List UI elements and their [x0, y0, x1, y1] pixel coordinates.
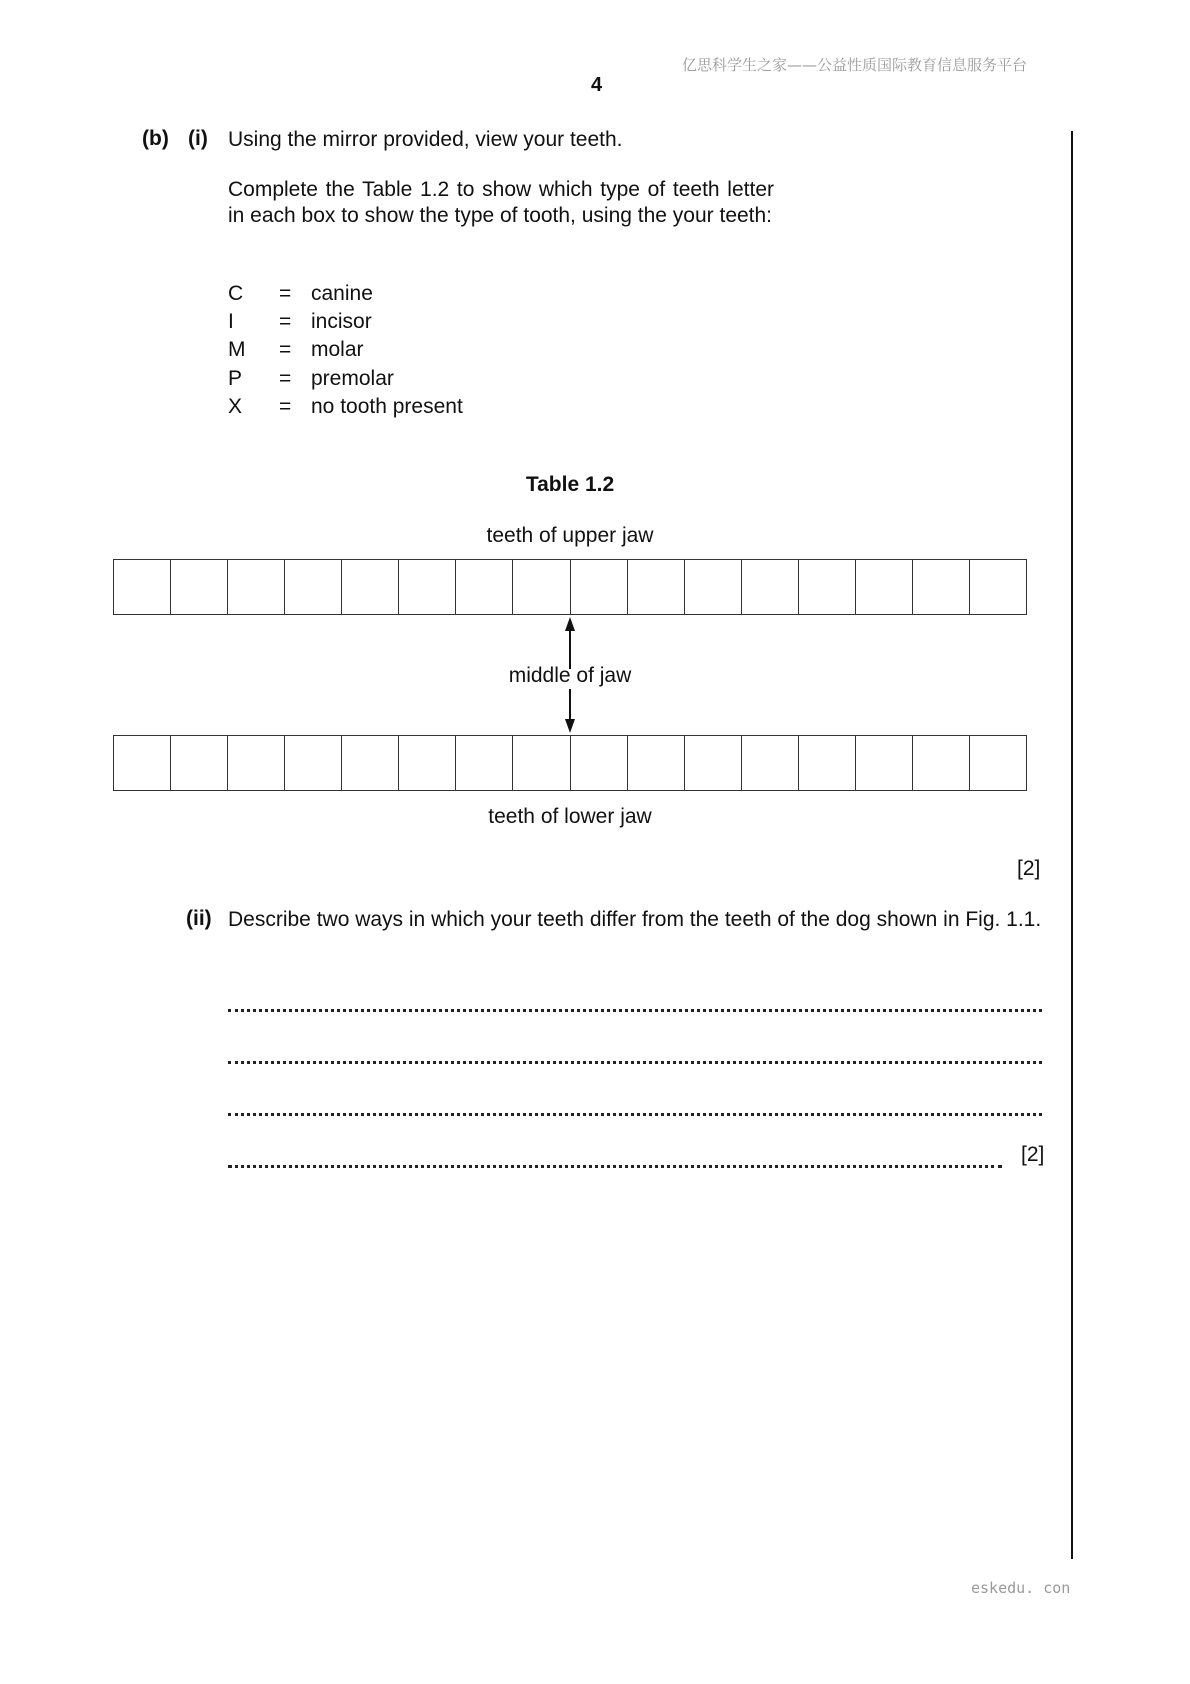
lower-jaw-row: [113, 735, 1027, 791]
answer-line-3[interactable]: [228, 1113, 1042, 1116]
lower-tooth-box[interactable]: [685, 736, 742, 790]
lower-tooth-box[interactable]: [114, 736, 171, 790]
key-equals: =: [279, 367, 292, 390]
answer-line-2[interactable]: [228, 1061, 1042, 1064]
upper-jaw-caption: teeth of upper jaw: [486, 524, 654, 547]
part-ii-text: Describe two ways in which your teeth differ from the teeth of the dog shown in Fig. 1.1.: [228, 908, 1042, 931]
key-letter: P: [228, 367, 243, 390]
part-ii-label: (ii): [186, 907, 212, 930]
lower-tooth-box[interactable]: [513, 736, 570, 790]
lower-tooth-box[interactable]: [628, 736, 685, 790]
lower-tooth-box[interactable]: [399, 736, 456, 790]
key-meaning: incisor: [311, 310, 372, 333]
question-b-label: (b): [142, 127, 169, 150]
page-number: 4: [591, 74, 603, 96]
lower-tooth-box[interactable]: [742, 736, 799, 790]
down-arrow-head: [565, 719, 575, 733]
key-meaning: canine: [311, 282, 373, 305]
key-meaning: premolar: [311, 367, 394, 390]
lower-tooth-box[interactable]: [970, 736, 1026, 790]
part-i-instruction: Complete the Table 1.2 to show which type of teeth letter in each box to show the type of tooth, using the your teeth:: [228, 178, 774, 227]
lower-jaw-caption: teeth of lower jaw: [488, 805, 652, 828]
key-equals: =: [279, 282, 292, 305]
key-letter: M: [228, 338, 246, 361]
lower-tooth-box[interactable]: [571, 736, 628, 790]
watermark-header: 亿思科学生之家——公益性质国际教育信息服务平台: [682, 56, 1028, 74]
key-equals: =: [279, 310, 292, 333]
key-letter: X: [228, 395, 243, 418]
part-i-marks: [2]: [1017, 857, 1041, 880]
key-meaning: molar: [311, 338, 364, 361]
part-i-label: (i): [188, 127, 208, 150]
part-ii-marks: [2]: [1021, 1143, 1045, 1166]
lower-tooth-box[interactable]: [913, 736, 970, 790]
lower-tooth-box[interactable]: [171, 736, 228, 790]
answer-line-1[interactable]: [228, 1009, 1042, 1012]
middle-of-jaw-label: middle of jaw: [508, 664, 632, 687]
lower-tooth-box[interactable]: [228, 736, 285, 790]
footer-site: eskedu. con: [971, 1579, 1071, 1597]
up-arrow-head: [565, 617, 575, 631]
lower-tooth-box[interactable]: [799, 736, 856, 790]
key-letter: I: [228, 310, 234, 333]
key-equals: =: [279, 395, 292, 418]
key-equals: =: [279, 338, 292, 361]
answer-line-4[interactable]: [228, 1165, 1002, 1168]
key-letter: C: [228, 282, 244, 305]
part-i-line1: Using the mirror provided, view your teeth.: [228, 128, 623, 151]
lower-tooth-box[interactable]: [856, 736, 913, 790]
lower-tooth-box[interactable]: [285, 736, 342, 790]
key-meaning: no tooth present: [311, 395, 463, 418]
lower-tooth-box[interactable]: [456, 736, 513, 790]
table-title: Table 1.2: [525, 473, 615, 496]
lower-tooth-box[interactable]: [342, 736, 399, 790]
